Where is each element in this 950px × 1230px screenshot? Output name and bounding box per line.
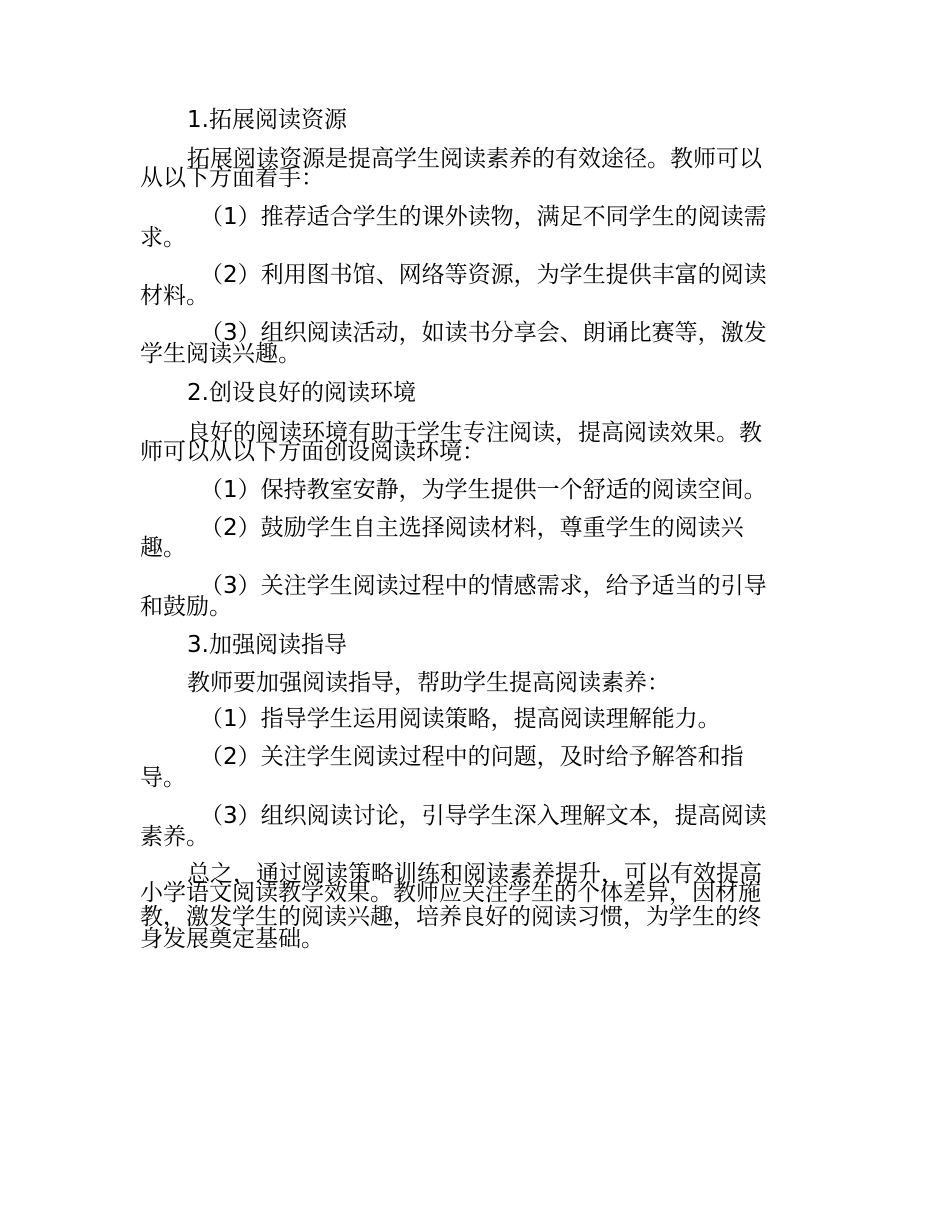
section-3-item-3-line-2: 素养。: [140, 824, 209, 850]
section-2-item-1-line-1: （1）保持教室安静，为学生提供一个舒适的阅读空间。: [200, 477, 767, 503]
section-2-item-3-line-1: （3）关注学生阅读过程中的情感需求，给予适当的引导: [200, 573, 767, 599]
section-3-item-1-line-1: （1）指导学生运用阅读策略，提高阅读理解能力。: [200, 706, 721, 732]
section-2-item-2-line-2: 趣。: [140, 535, 186, 561]
conclusion-line-3: 教，激发学生的阅读兴趣，培养良好的阅读习惯，为学生的终: [140, 904, 761, 930]
section-heading-2: 2.创设良好的阅读环境: [187, 380, 416, 406]
section-2-item-3-line-2: 和鼓励。: [140, 594, 232, 620]
conclusion-line-4: 身发展奠定基础。: [140, 926, 324, 952]
section-1-item-1-line-2: 求。: [140, 225, 186, 251]
section-3-item-3-line-1: （3）组织阅读讨论，引导学生深入理解文本，提高阅读: [200, 803, 767, 829]
section-1-item-2-line-1: （2）利用图书馆、网络等资源，为学生提供丰富的阅读: [200, 262, 767, 288]
section-1-intro-line-1: 拓展阅读资源是提高学生阅读素养的有效途径。教师可以: [187, 146, 762, 172]
section-heading-1: 1.拓展阅读资源: [187, 107, 347, 133]
section-2-intro-line-1: 良好的阅读环境有助于学生专注阅读，提高阅读效果。教: [187, 420, 762, 446]
section-1-intro-line-2: 从以下方面着手：: [140, 165, 324, 191]
conclusion-line-1: 总之，通过阅读策略训练和阅读素养提升，可以有效提高: [187, 861, 762, 887]
section-1-item-3-line-1: （3）组织阅读活动，如读书分享会、朗诵比赛等，激发: [200, 320, 767, 346]
conclusion-line-2: 小学语文阅读教学效果。教师应关注学生的个体差异，因材施: [140, 880, 761, 906]
section-1-item-2-line-2: 材料。: [140, 283, 209, 309]
section-1-item-1-line-1: （1）推荐适合学生的课外读物，满足不同学生的阅读需: [200, 204, 767, 230]
section-1-item-3-line-2: 学生阅读兴趣。: [140, 341, 301, 367]
section-2-item-2-line-1: （2）鼓励学生自主选择阅读材料，尊重学生的阅读兴: [200, 515, 744, 541]
section-heading-3: 3.加强阅读指导: [187, 632, 347, 658]
section-3-item-2-line-2: 导。: [140, 765, 186, 791]
section-3-intro-line-1: 教师要加强阅读指导，帮助学生提高阅读素养：: [187, 670, 670, 696]
section-2-intro-line-2: 师可以从以下方面创设阅读环境：: [140, 439, 485, 465]
section-3-item-2-line-1: （2）关注学生阅读过程中的问题，及时给予解答和指: [200, 744, 744, 770]
